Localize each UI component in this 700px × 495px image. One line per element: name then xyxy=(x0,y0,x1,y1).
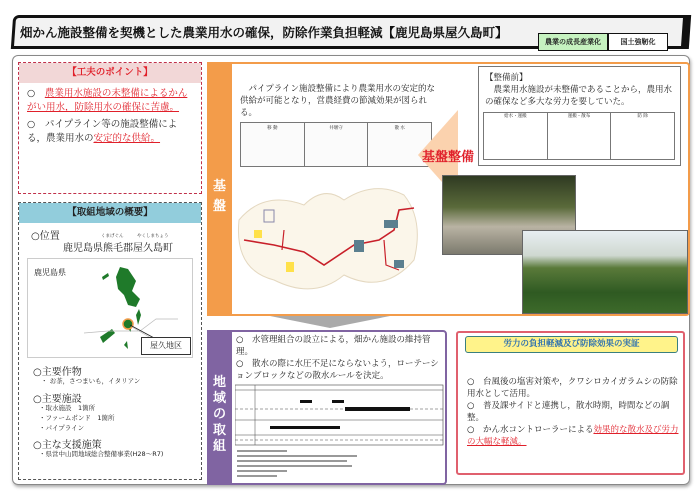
diagram-panel: 給水・運搬 xyxy=(484,113,548,159)
support-label: ○主な支援施策 xyxy=(33,440,102,451)
infrastructure-label-strip xyxy=(207,62,232,316)
facility-item: ・ファームポンド 1箇所 xyxy=(39,414,115,422)
crops-value: ・ お茶，さつまいも，イタリアン xyxy=(41,377,141,385)
pipeline-map xyxy=(234,180,424,310)
key-points-heading: 【工夫のポイント】 xyxy=(19,63,201,83)
community-item xyxy=(236,358,442,382)
tea-field-photo xyxy=(522,230,688,314)
tag-growth-industry: 農業の成長産業化 xyxy=(538,33,608,51)
crops-label: ○主要作物 xyxy=(33,367,82,378)
point-highlight: 農業用水施設の未整備によるかんがい用水，防除用水の確保に苦慮。 xyxy=(27,88,188,113)
bullet: ○ xyxy=(467,425,475,435)
point-item xyxy=(19,118,201,145)
arrow-down-icon xyxy=(270,316,390,330)
diagram-panel: 移 動 xyxy=(241,123,305,166)
map-label: 鹿児島県 xyxy=(34,268,66,277)
result-item xyxy=(467,424,679,448)
result-text: 台風後の塩害対策や，クワシロカイガラムシの防除用水として活用。 xyxy=(467,377,678,399)
facility-item: ・パイプライン xyxy=(39,424,85,432)
community-items xyxy=(236,334,442,382)
diagram-panel: 防 除 xyxy=(637,114,648,119)
location-value: 鹿児島県熊毛郡屋久島町 xyxy=(63,243,173,254)
ruby: やくしまちょう xyxy=(137,234,169,239)
area-overview-box xyxy=(18,202,202,480)
result-highlight: 効果的な散水及び労力の大幅な軽減。 xyxy=(467,425,679,447)
diagram-panel: 井堰守 xyxy=(305,123,369,166)
before-box xyxy=(478,66,681,166)
community-label-strip xyxy=(207,330,232,485)
point-highlight: 安定的な供給。 xyxy=(93,132,161,144)
map-callout: 屋久地区 xyxy=(141,337,191,355)
results-items xyxy=(467,376,679,448)
support-value: ・県営中山間地域総合整備事業(H28～R7) xyxy=(39,450,164,458)
page-title: 畑かん施設整備を契機とした農業用水の確保，防除作業負担軽減【鹿児島県屋久島町】 xyxy=(20,25,508,40)
ruby: くまげぐん xyxy=(101,234,124,239)
point-item xyxy=(19,87,201,114)
area-heading: 【取組地域の概要】 xyxy=(19,203,201,223)
community-text: 水管理組合の設立による，畑かん施設の維持管理。 xyxy=(236,335,431,357)
bullet: ○ xyxy=(236,335,244,345)
bullet: ○ xyxy=(236,359,244,369)
community-item xyxy=(236,334,442,358)
watering-schedule-table xyxy=(235,382,445,482)
facilities-label: ○主要施設 xyxy=(33,394,82,405)
result-item xyxy=(467,376,679,400)
result-item xyxy=(467,400,679,424)
result-text: かん水コントローラーによる xyxy=(482,425,594,435)
arrow-label: 基盤整備 xyxy=(422,150,475,165)
diagram-panel: 散 水 xyxy=(394,126,405,131)
point-text: パイプライン等の施設整備による，農業用水の xyxy=(27,119,178,144)
after-text: パイプライン施設整備により農業用水の安定的な供給が可能となり，営農経費の節減効果が図られる。 xyxy=(240,84,435,118)
location-map xyxy=(27,258,193,358)
result-text: 普及課サイドと連携し，散水時期，時間などの調整。 xyxy=(467,401,670,423)
bullet: ○ xyxy=(467,377,475,387)
facility-item: ・取水施設 1箇所 xyxy=(39,404,96,412)
tag-resilience: 国土強靭化 xyxy=(608,33,668,51)
bullet: ○ xyxy=(27,119,36,130)
before-heading: 【整備前】 xyxy=(485,73,528,83)
community-label: 地域の取組 xyxy=(212,375,226,454)
bullet: ○ xyxy=(27,88,36,99)
bullet: ○ xyxy=(467,401,475,411)
after-diagram xyxy=(240,122,432,167)
results-heading: 労力の負担軽減及び防除効果の実証 xyxy=(465,336,678,353)
infrastructure-label: 基盤 xyxy=(212,179,226,214)
key-points-box xyxy=(18,62,202,194)
before-diagram xyxy=(483,112,675,160)
diagram-panel: 運搬・散布 xyxy=(548,113,612,159)
before-text: 農業用水施設が未整備であることから，農用水の確保など多大な労力を要していた。 xyxy=(485,85,673,107)
community-text: 散水の際に水圧不足にならないよう，ローテーションブロックなどの散水ルールを決定。 xyxy=(236,359,439,381)
location-label: ○位置 xyxy=(31,231,60,242)
